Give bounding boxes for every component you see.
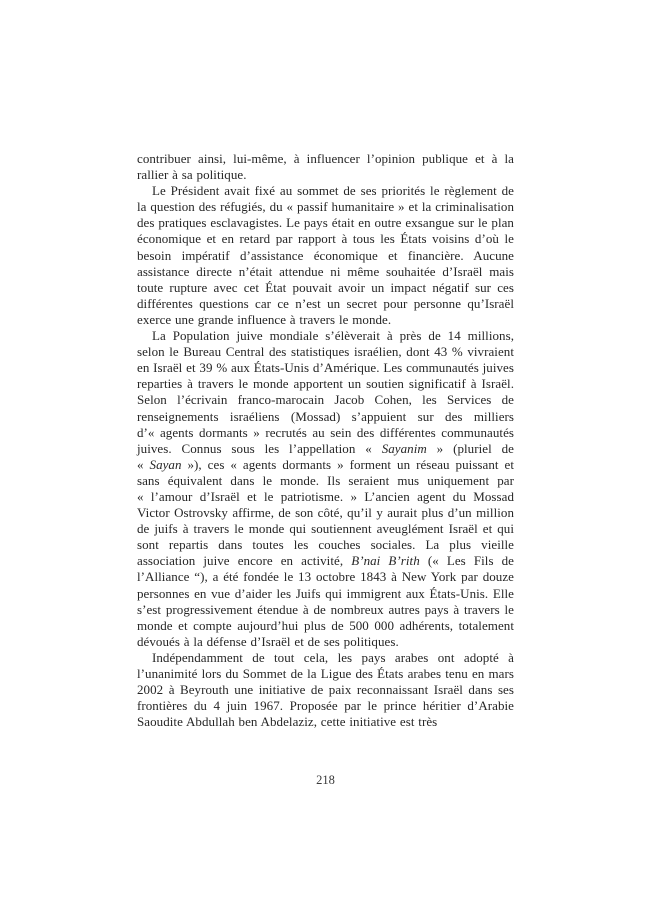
paragraph-text: »), ces « agents dormants » forment un réseau puissant et sans équivalent dans le monde. Ils seraient mus uniquement par « l’amour d’Israël et le patriotisme. » L’ancien agent du Mossad Victor Ostrovsky affirme, de son côté, qu’il y aurait plus d’un million de juifs à travers le monde qui soutiennent aveuglément Israël et qui sont repartis dans toutes les couches sociales. La plus vieille association juive encore en activité, — [137, 456, 515, 569]
body-paragraph — [137, 151, 514, 183]
body-paragraph — [137, 328, 514, 650]
page-number: 218 — [316, 773, 335, 787]
paragraph-text: Le Président avait fixé au sommet de ses priorités le règlement de la question des réfugiés, du « passif humanitaire » et la criminalisation des pratiques esclavagistes. Le pays était en outre exsangue sur le plan économique et en retard par rapport à tous les États voisins d’où le besoin impératif d’assistance économique et financière. Aucune assistance directe n’était attendue ni même souhaitée d’Israël mais toute rupture avec cet État pouvait avoir un impact négatif sur ces différentes questions car ce n’est un secret pour personne qu’Israël exerce une grande influence à travers le monde. — [137, 183, 514, 327]
paragraph-text: Indépendamment de tout cela, les pays arabes ont adopté à l’unanimité lors du Sommet de la Ligue des États arabes tenu en mars 2002 à Beyrouth une initiative de paix reconnaissant Israël dans ses frontières du 4 juin 1967. Proposée par le prince héritier d’Arabie Saoudite Abdullah ben Abdelaziz, cette initiative est très — [137, 649, 514, 730]
italic-term-sayanim: Sayanim — [381, 440, 427, 456]
paragraph-text: (« Les Fils de l’Alliance “), a été fondée le 13 octobre 1843 à New York par douze personnes en vue d’aider les Juifs qui immigrent aux États-Unis. Elle s’est progressivement étendue à de nombreux autres pays à travers le monde et compte aujourd’hui plus de 500 000 adhérents, totalement dévoués à la défense d’Israël et de ses politiques. — [137, 553, 514, 649]
paragraph-text: » (pluriel de « — [137, 440, 514, 472]
italic-term-bnai-brith: B’nai B’rith — [351, 553, 420, 569]
paragraph-text: La Population juive mondiale s’élèverait à près de 14 millions, selon le Bureau Central des statistiques israélien, dont 43 % vivraient en Israël et 39 % aux États-Unis d’Amérique. Les communautés juives reparties à travers le monde apportent un soutien significatif à Israël. Selon l’écrivain franco-marocain Jacob Cohen, les Services de renseignements israéliens (Mossad) s’appuient sur des milliers d’« agents dormants » recrutés au sein des différentes communautés juives. Connus sous les l’appellation « — [137, 328, 514, 456]
body-paragraph — [137, 650, 514, 730]
page-text-block — [137, 151, 514, 730]
body-paragraph — [137, 183, 514, 328]
paragraph-text: contribuer ainsi, lui-même, à influencer l’opinion publique et à la rallier à sa politique. — [137, 151, 514, 183]
italic-term-sayan: Sayan — [149, 456, 182, 472]
